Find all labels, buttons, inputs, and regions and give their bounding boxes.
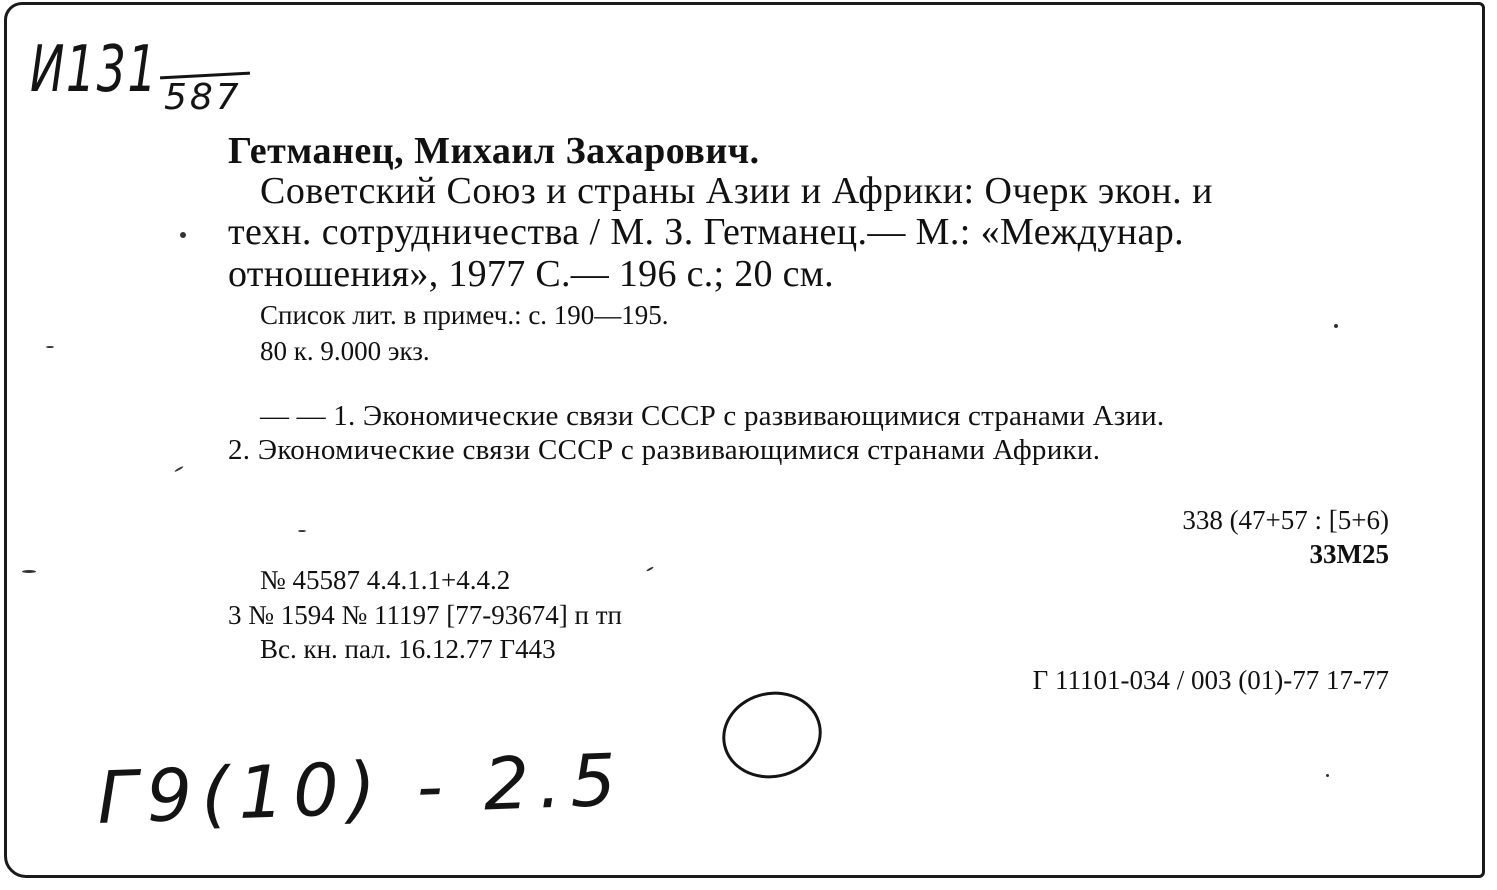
handwritten-inventory-sub: 587 [164,77,242,118]
record-line-3: Вс. кн. пал. 16.12.77 Г443 [260,634,556,664]
scan-speck [1326,774,1329,777]
classification-number: 338 (47+57 : [5+6) [1182,505,1389,535]
handwritten-shelf-mark: Г9(10) - 2.5 [95,737,627,840]
handwritten-inventory-code: И131 [30,33,159,107]
bibliography-note: Список лит. в примеч.: с. 190—195. [260,300,669,330]
subject-heading-1: — — 1. Экономические связи СССР с развивающимися странами Азии. [260,400,1165,432]
title-line-3: отношения», 1977 С.— 196 с.; 20 см. [228,253,834,295]
title-line-1: Советский Союз и страны Азии и Африки: Очерк экон. и [260,170,1213,212]
title-line-2: техн. сотрудничества / М. З. Гетманец.— М.: «Междунар. [228,211,1185,253]
scan-speck [46,346,54,348]
record-line-1: № 45587 4.4.1.1+4.4.2 [260,565,511,595]
author-heading: Гетманец, Михаил Захарович. [228,130,760,172]
scan-speck [1334,324,1338,328]
price-run-note: 80 к. 9.000 экз. [260,336,430,366]
publisher-index-code: Г 11101-034 / 003 (01)-77 17-77 [1032,665,1389,695]
subject-heading-2: 2. Экономические связи СССР с развивающимися странами Африки. [228,434,1101,466]
record-line-2: 3 № 1594 № 11197 [77-93674] п тп [228,600,622,630]
scan-speck [22,570,36,573]
author-mark: 33М25 [1309,539,1389,569]
scan-speck [180,232,186,238]
scan-speck [298,530,306,532]
